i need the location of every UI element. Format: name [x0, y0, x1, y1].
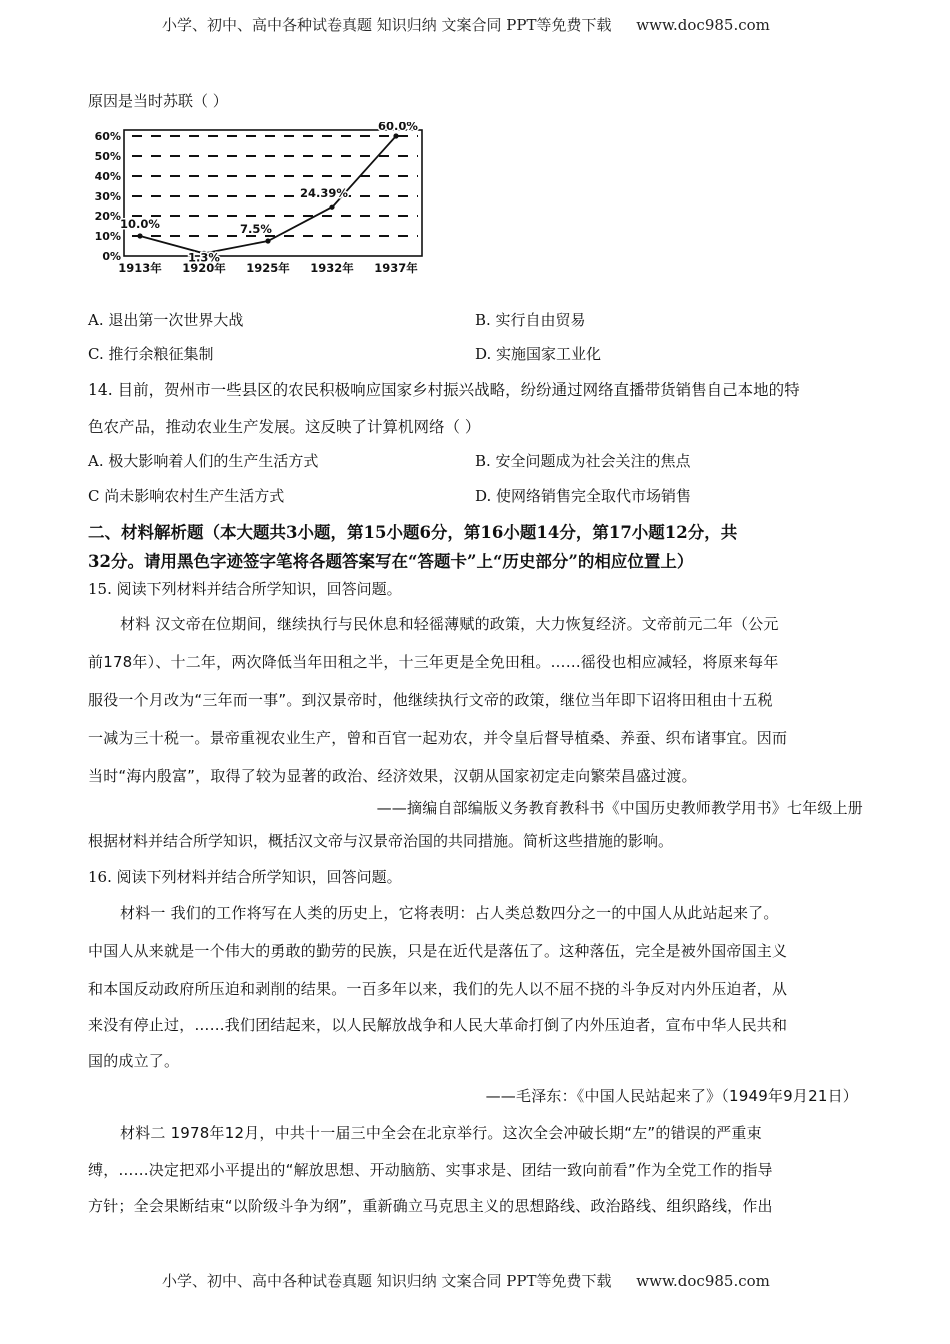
q15-question: 根据材料并结合所学知识，概括汉文帝与汉景帝治国的共同措施。简析这些措施的影响。 [88, 832, 674, 850]
chart-y-tick-label: 20% [94, 210, 121, 223]
chart-y-tick-label: 30% [94, 190, 121, 203]
q14-option-b[interactable]: B. 安全问题成为社会关注的焦点 [475, 452, 691, 470]
footer-text: 小学、初中、高中各种试卷真题 知识归纳 文案合同 PPT等免费下载 [162, 1272, 612, 1290]
q14-stem-line1: 14. 目前，贺州市一些县区的农民积极响应国家乡村振兴战略，纷纷通过网络直播带货销售自己本地的特 [88, 381, 800, 399]
q15-material-line: 一减为三十税一。景帝重视农业生产，曾和百官一起劝农，并令皇后督导植桑、养蚕、织布诸事宜。因而 [88, 729, 788, 747]
chart-x-tick-label: 1932年 [310, 261, 354, 275]
chart-x-tick-label: 1920年 [182, 261, 226, 275]
header-site-link[interactable]: www.doc985.com [636, 16, 770, 34]
q16-material2-line: 方针；全会果断结束“以阶级斗争为纲”，重新确立马克思主义的思想路线、政治路线、组织路线，作出 [88, 1197, 773, 1215]
chart-y-tick-label: 10% [94, 230, 121, 243]
q13-stem: 原因是当时苏联（ ） [88, 92, 228, 110]
chart-data-label: 10.0% [120, 217, 160, 231]
chart-frame [124, 130, 422, 256]
q16-intro: 16. 阅读下列材料并结合所学知识，回答问题。 [88, 868, 402, 886]
chart-y-tick-label: 60% [94, 130, 121, 143]
chart-y-tick-label: 0% [102, 250, 121, 263]
q16-material2-line: 材料二 1978年12月，中共十一届三中全会在北京举行。这次全会冲破长期“左”的错误的严重束 [120, 1124, 762, 1142]
chart-data-label: 60.0% [378, 122, 418, 133]
q15-material-line: 材料 汉文帝在位期间，继续执行与民休息和轻徭薄赋的政策，大力恢复经济。文帝前元二年（公元 [120, 615, 779, 633]
q16-material1-line: 中国人从来就是一个伟大的勇敢的勤劳的民族，只是在近代是落伍了。这种落伍，完全是被外国帝国主义 [88, 942, 788, 960]
chart-y-tick-label: 40% [94, 170, 121, 183]
chart-x-tick-label: 1925年 [246, 261, 290, 275]
chart-y-tick-label: 50% [94, 150, 121, 163]
q15-material-line: 服役一个月改为“三年而一事”。到汉景帝时，他继续执行文帝的政策，继位当年即下诏将田租由十五税 [88, 691, 773, 709]
q14-option-d[interactable]: D. 使网络销售完全取代市场销售 [475, 487, 692, 505]
chart-data-label: 24.39% [300, 186, 348, 201]
q16-material1-line: 国的成立了。 [88, 1052, 180, 1070]
page-header [162, 14, 770, 35]
section-heading-line2: 32分。请用黑色字迹签字笔将各题答案写在“答题卡”上“历史部分”的相应位置上） [88, 552, 694, 571]
q16-material1-line: 材料一 我们的工作将写在人类的历史上，它将表明：占人类总数四分之一的中国人从此站起来了。 [120, 904, 779, 922]
chart-data-point [265, 238, 270, 243]
chart-data-point [137, 233, 142, 238]
q15-material-line: 当时“海内殷富”，取得了较为显著的政治、经济效果，汉朝从国家初定走向繁荣昌盛过渡。 [88, 767, 697, 785]
q16-source1: ——毛泽东：《中国人民站起来了》（1949年9月21日） [485, 1087, 858, 1105]
q13-option-b[interactable]: B. 实行自由贸易 [475, 311, 586, 329]
chart-x-tick-label: 1937年 [374, 261, 418, 275]
chart-data-label: 1.3% [188, 250, 220, 265]
q13-option-d[interactable]: D. 实施国家工业化 [475, 345, 602, 363]
q16-material2-line: 缚，……决定把邓小平提出的“解放思想、开动脑筋、实事求是、团结一致向前看”作为全党工作的指导 [88, 1161, 773, 1179]
header-text: 小学、初中、高中各种试卷真题 知识归纳 文案合同 PPT等免费下载 [162, 16, 612, 34]
q14-option-a[interactable]: A. 极大影响着人们的生产生活方式 [88, 452, 319, 470]
chart-data-point [393, 133, 398, 138]
q16-material1-line: 来没有停止过，……我们团结起来，以人民解放战争和人民大革命打倒了内外压迫者，宣布中华人民共和 [88, 1016, 788, 1034]
chart-data-point [329, 205, 334, 210]
footer-site-link[interactable]: www.doc985.com [636, 1272, 770, 1290]
q16-material1-line: 和本国反动政府所压迫和剥削的结果。一百多年以来，我们的先人以不屈不挠的斗争反对内外压迫者，从 [88, 980, 788, 998]
page-footer [162, 1270, 770, 1291]
chart-data-label: 7.5% [240, 222, 272, 236]
q14-stem-line2: 色农产品，推动农业生产发展。这反映了计算机网络（ ） [88, 418, 481, 436]
q15-source: ——摘编自部编版义务教育教科书《中国历史教师教学用书》七年级上册 [376, 799, 863, 817]
q15-intro: 15. 阅读下列材料并结合所学知识，回答问题。 [88, 580, 402, 598]
q15-material-line: 前178年）、十二年，两次降低当年田租之半，十三年更是全免田租。……徭役也相应减轻，将原来每年 [88, 653, 779, 671]
q13-option-a[interactable]: A. 退出第一次世界大战 [88, 311, 244, 329]
growth-line-chart [86, 122, 432, 282]
chart-x-tick-label: 1913年 [118, 261, 162, 275]
q13-option-c[interactable]: C. 推行余粮征集制 [88, 345, 214, 363]
section-heading-line1: 二、材料解析题（本大题共3小题，第15小题6分，第16小题14分，第17小题12分，共 [88, 523, 738, 542]
q14-option-c[interactable]: C 尚未影响农村生产生活方式 [88, 487, 285, 505]
